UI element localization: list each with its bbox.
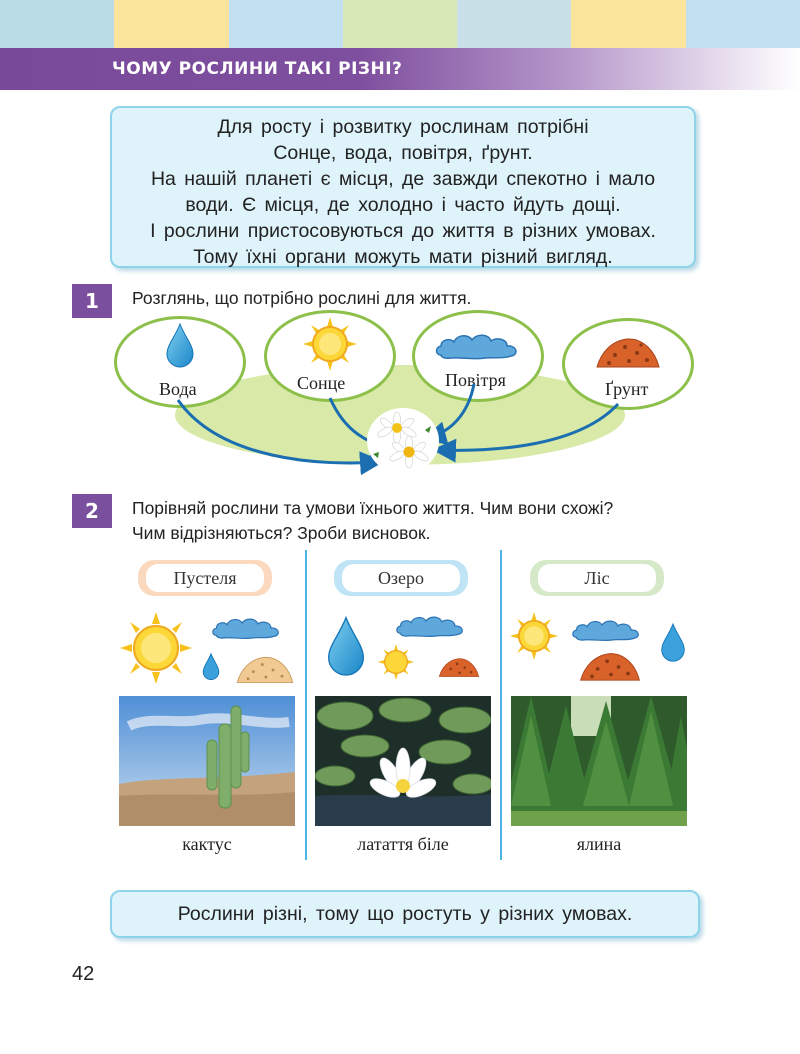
intro-line: Для росту і розвитку рослинам потрібні (217, 116, 589, 138)
water-drop-icon (660, 620, 686, 666)
need-label-water: Вода (159, 379, 197, 399)
intro-line: На нашій планеті є місця, де завжди спекотно і мало (150, 168, 656, 190)
spruce-forest-photo (511, 696, 687, 826)
cactus-photo (119, 696, 295, 826)
arrow-water (178, 400, 378, 463)
caption-water-lily: латаття біле (357, 834, 449, 854)
task2-line2: Чим відрізняються? Зроби висновок. (132, 523, 431, 543)
task1-text: Розглянь, що потрібно рослині для життя. (132, 288, 472, 308)
need-label-air: Повітря (445, 370, 506, 390)
page-title: ЧОМУ РОСЛИНИ ТАКІ РІЗНІ? (112, 59, 403, 79)
water-drop-icon (326, 616, 366, 678)
task-number-1: 1 (72, 284, 112, 318)
need-label-sun: Сонце (297, 373, 346, 393)
soil-pile-icon (438, 654, 480, 680)
intro-line: Тому їхні органи можуть мати різний вигляд. (193, 246, 613, 268)
conclusion-text: Рослини різні, тому що ростуть у різних умовах. (177, 903, 633, 925)
cloud-icon (390, 612, 472, 640)
task-number-2: 2 (72, 494, 112, 528)
column-label-forest-text: Ліс (538, 564, 656, 592)
column-label-desert-text: Пустеля (146, 564, 264, 592)
column-label-lake-text: Озеро (342, 564, 460, 592)
caption-cactus: кактус (182, 834, 232, 854)
column-label-desert (138, 560, 272, 596)
task2-line1: Порівняй рослини та умови їхнього життя. Чим вони схожі? (132, 498, 614, 518)
water-drop-icon (202, 652, 220, 682)
cloud-icon (206, 614, 288, 642)
sand-pile-icon (234, 652, 296, 686)
sun-icon (116, 612, 196, 684)
column-label-forest (530, 560, 664, 596)
column-divider (305, 550, 307, 860)
chamomile-flower (367, 408, 439, 474)
intro-line: І рослини пристосовуються до життя в різних умовах. (150, 220, 656, 242)
intro-line: Сонце, вода, повітря, ґрунт. (273, 142, 533, 164)
sun-icon (510, 612, 558, 660)
sun-icon (378, 644, 414, 680)
intro-line: води. Є місця, де холодно і часто йдуть дощі. (185, 194, 621, 216)
page-number: 42 (72, 963, 95, 985)
flower-icon (367, 408, 439, 474)
column-label-lake (334, 560, 468, 596)
soil-pile-icon (578, 648, 642, 684)
cloud-icon (566, 616, 648, 644)
conclusion-box (110, 890, 700, 938)
need-label-soil: Ґрунт (605, 379, 649, 399)
caption-spruce: ялина (576, 834, 622, 854)
water-lily-photo (315, 696, 491, 826)
column-divider (500, 550, 502, 860)
